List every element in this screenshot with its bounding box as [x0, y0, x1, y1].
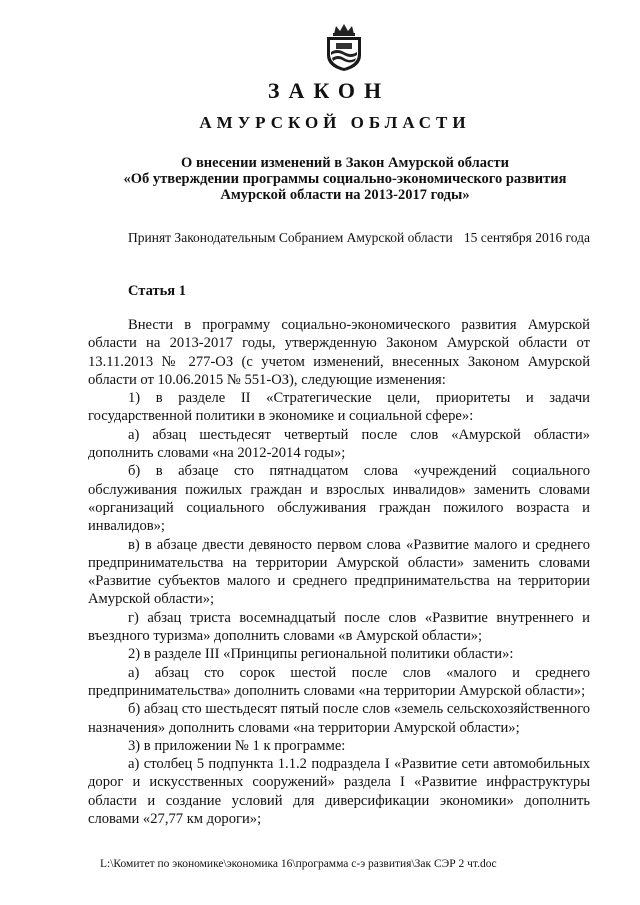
- paragraph: а) столбец 5 подпункта 1.1.2 подраздела I «Развитие сети автомобильных дорог и искусственных сооружений» раздела I «Развитие инфраструктуры области и создание условий для диверсификации экономики» дополнить словами «27,77 км дороги»;: [88, 756, 590, 828]
- heading-line: О внесении изменений в Закон Амурской области: [181, 155, 509, 171]
- coat-of-arms-icon: [322, 22, 366, 72]
- paragraph: а) абзац шестьдесят четвертый после слов «Амурской области» дополнить словами «на 2012-2014 годы»;: [88, 426, 590, 462]
- paragraph: в) в абзаце двести девяносто первом слова «Развитие малого и среднего предпринимательства на территории Амурской области» заменить словами «Развитие субъектов малого и среднего предпринимательства на территории Амурской области»;: [88, 536, 590, 608]
- region-subtitle: АМУРСКОЙ ОБЛАСТИ: [199, 113, 471, 132]
- heading-line: Амурской области на 2013-2017 годы»: [220, 187, 470, 203]
- file-path-footer: L:\Комитет по экономике\экономика 16\программа с-э развития\Зак СЭР 2 чт.doc: [100, 858, 497, 870]
- law-title: ЗАКОН: [267, 78, 391, 103]
- heading-line: «Об утверждении программы социально-экономического развития: [123, 171, 567, 187]
- paragraph: 3) в приложении № 1 к программе:: [128, 737, 346, 754]
- adoption-line: [128, 230, 590, 246]
- paragraph: 2) в разделе III «Принципы региональной политики области»:: [128, 646, 514, 663]
- paragraph: 1) в разделе II «Стратегические цели, приоритеты и задачи государственной политики в экономике и социальной сфере»:: [88, 390, 590, 425]
- paragraph: а) абзац сто сорок шестой после слов «малого и среднего предпринимательства» дополнить словами «на территории Амурской области»;: [88, 664, 590, 699]
- article-body: [88, 316, 590, 828]
- article-title: Статья 1: [128, 283, 186, 299]
- adoption-text: Принят Законодательным Собранием Амурской области: [128, 230, 453, 245]
- paragraph: Внести в программу социально-экономического развития Амурской области на 2013-2017 годы, утвержденную Законом Амурской области от 13.11.2013 № 277-ОЗ (с учетом изменений, внесенных Законом Амурской области от 10.06.2015 № 551-ОЗ), следующие изменения:: [88, 317, 590, 388]
- law-heading: [100, 155, 590, 203]
- paragraph: б) в абзаце сто пятнадцатом слова «учреждений социального обслуживания пожилых граждан и взрослых инвалидов» заменить словами «организаций социального обслуживания граждан пожилого возраста и инвалидов»;: [88, 463, 590, 535]
- adoption-date: 15 сентября 2016 года: [463, 230, 590, 245]
- paragraph: г) абзац триста восемнадцатый после слов «Развитие внутреннего и въездного туризма» дополнить словами «в Амурской области»;: [88, 609, 590, 645]
- paragraph: б) абзац сто шестьдесят пятый после слов «земель сельскохозяйственного назначения» дополнить словами «на территории Амурской области»;: [88, 701, 590, 736]
